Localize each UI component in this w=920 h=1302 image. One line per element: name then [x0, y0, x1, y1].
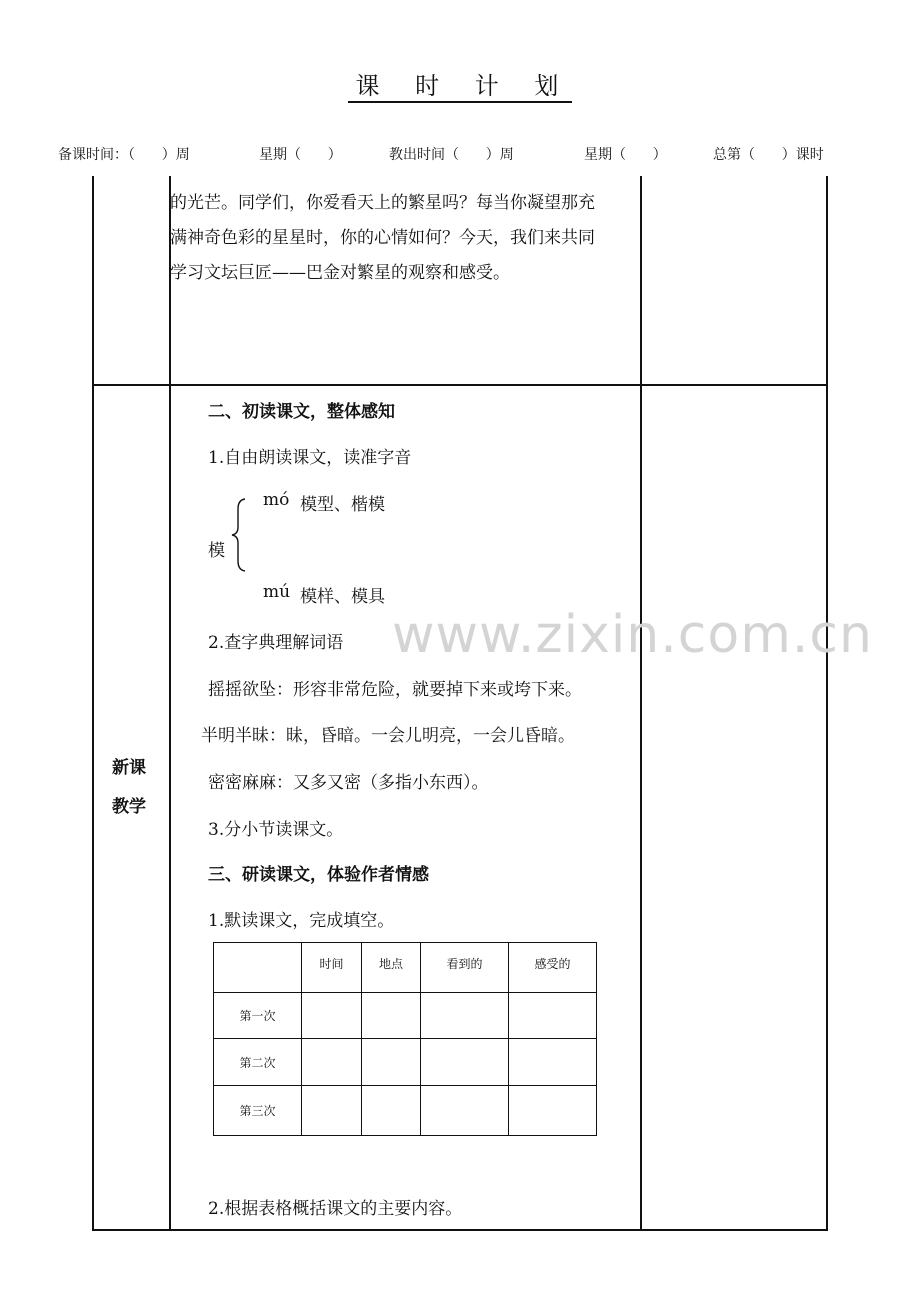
blank-cell[interactable]	[362, 993, 421, 1039]
section3-heading: 三、研读课文，体验作者情感	[208, 865, 429, 885]
teach-weekday: 星期（ ）	[584, 147, 667, 163]
table-header-cell: 地点	[362, 943, 421, 993]
blank-cell[interactable]	[421, 1086, 509, 1136]
definition-1: 摇摇欲坠：形容非常危险，就要掉下来或垮下来。	[208, 680, 582, 700]
watermark: www.zixin.com.cn	[392, 605, 873, 665]
blank-cell[interactable]	[302, 993, 362, 1039]
prep-time: 备课时间：（ ）周	[58, 147, 190, 163]
polyphone-char: 模	[208, 541, 225, 561]
blank-cell[interactable]	[362, 1086, 421, 1136]
table-divider-1	[169, 176, 171, 1231]
total-lessons: 总第（ ）课时	[713, 147, 824, 163]
table-border-right	[826, 176, 828, 1231]
teach-time: 教出时间（ ）周	[389, 147, 514, 163]
row-label: 第一次	[214, 993, 302, 1039]
reading1-words: 模型、楷模	[300, 495, 385, 515]
table-divider-2	[640, 176, 642, 1231]
table-border-left	[92, 176, 94, 1231]
blank-cell[interactable]	[509, 1039, 597, 1086]
blank-cell[interactable]	[302, 1086, 362, 1136]
blank-cell[interactable]	[302, 1039, 362, 1086]
intro-line-3: 学习文坛巨匠——巴金对繁星的观察和感受。	[170, 263, 510, 283]
row-label: 第二次	[214, 1039, 302, 1086]
section-label-line-2: 教学	[112, 797, 146, 817]
table-header-cell	[214, 943, 302, 993]
reading2-words: 模样、模具	[300, 587, 385, 607]
section2-heading: 二、初读课文，整体感知	[208, 402, 395, 422]
definition-2: 半明半昧：昧，昏暗。一会儿明亮，一会儿昏暗。	[201, 726, 575, 746]
section3-item-1: 1.默读课文，完成填空。	[208, 911, 395, 931]
blank-cell[interactable]	[421, 1039, 509, 1086]
intro-line-1: 的光芒。同学们，你爱看天上的繁星吗？每当你凝望那充	[170, 193, 595, 213]
intro-line-2: 满神奇色彩的星星时，你的心情如何？今天，我们来共同	[170, 228, 595, 248]
table-row	[214, 1086, 597, 1136]
table-header-cell: 时间	[302, 943, 362, 993]
row-label: 第三次	[214, 1086, 302, 1136]
table-header-cell: 看到的	[421, 943, 509, 993]
blank-cell[interactable]	[362, 1039, 421, 1086]
table-border-bottom	[92, 1229, 827, 1231]
reading1-pinyin: mó	[263, 490, 290, 510]
brace-icon	[230, 497, 250, 573]
prep-weekday: 星期（ ）	[259, 147, 342, 163]
table-header-row	[214, 943, 597, 993]
section2-item-1: 1.自由朗读课文，读准字音	[208, 448, 412, 468]
table-row	[214, 1039, 597, 1086]
definition-3: 密密麻麻：又多又密（多指小东西）。	[208, 773, 489, 793]
table-header-cell: 感受的	[509, 943, 597, 993]
table-row	[214, 993, 597, 1039]
fill-in-table	[213, 942, 597, 1136]
section-label-line-1: 新课	[112, 758, 146, 778]
page-title: 课 时 计 划	[0, 66, 920, 101]
blank-cell[interactable]	[421, 993, 509, 1039]
section3-item-2: 2.根据表格概括课文的主要内容。	[208, 1199, 463, 1219]
reading2-pinyin: mú	[263, 582, 291, 602]
blank-cell[interactable]	[509, 993, 597, 1039]
row-divider	[92, 384, 827, 386]
section2-item-2: 2.查字典理解词语	[208, 633, 344, 653]
section2-item-3: 3.分小节读课文。	[208, 820, 344, 840]
blank-cell[interactable]	[509, 1086, 597, 1136]
